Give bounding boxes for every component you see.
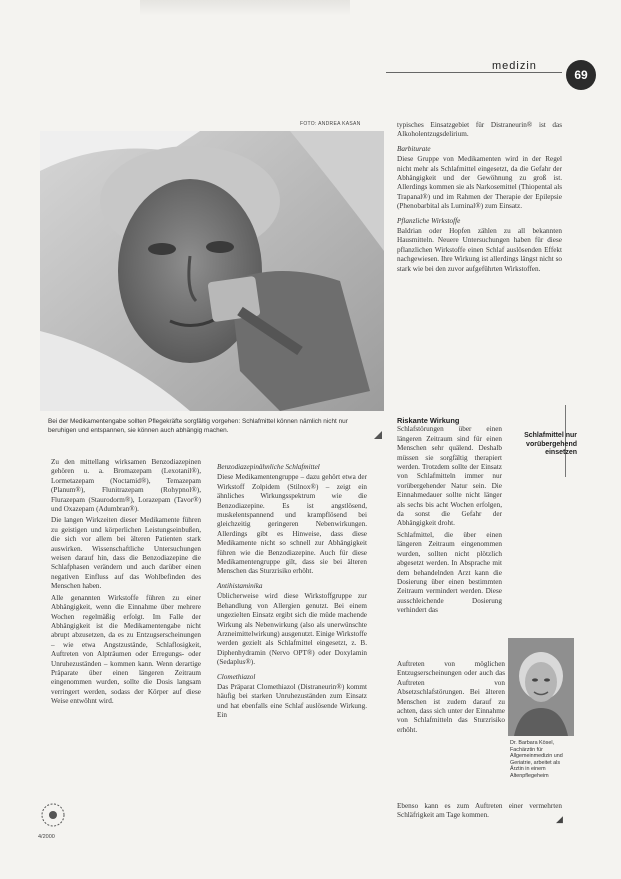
paragraph: Diese Gruppe von Medikamenten wird in der Regel nicht mehr als Schlafmittel eingesetzt, da die Gefahr der Abhängigkeit und der Gewöhnung zu groß ist. Allerdings kommen sie als Narkosemittel (Thiopental als Trapanal®) und im Rahmen der Therapie der Epilepsie (Phenobarbital als Luminal®) zum Einsatz.: [397, 155, 562, 211]
photo-caption: Bei der Medikamentengabe sollten Pflegekräfte sorgfältig vorgehen: Schlafmittel können nämlich nicht nur beruhigen und entspannen, sie können auch abhängig machen.: [48, 418, 348, 434]
subheading: Antihistaminika: [217, 581, 263, 590]
paragraph: Alle genannten Wirkstoffe führen zu einer Abhängigkeit, wenn die Einnahme über mehrere Wochen regelmäßig erfolgt. Im Falle der Abhängigkeit ist die Medikamentengabe nicht abrupt abzusetzen, da es zu Entzugserscheinungen – wie etwa Angstzustände, Schlaflosigkeit, Auftreten von Alpträumen oder Erregungs- oder Unruhezuständen – kommen kann. Wenn derartige Präparate über einen längeren Zeitraum eingenommen wurden, sollte die Dosis langsam verringert werden, sodass der Körper auf diese Weise entwöhnt wird.: [51, 593, 201, 706]
page-number-badge: 69: [566, 60, 596, 90]
paragraph: typisches Einsatzgebiet für Distraneurin® ist das Alkoholentzugsdelirium.: [397, 121, 562, 139]
pull-quote: Schlafmittel nur vorübergehend einsetzen: [524, 432, 577, 456]
section-title: medizin: [492, 60, 537, 72]
subheading: Pflanzliche Wirkstoffe: [397, 216, 461, 225]
end-of-article-icon: ◢: [556, 814, 563, 824]
paragraph: Diese Medikamentengruppe – dazu gehört etwa der Wirkstoff Zolpidem (Stilnox®) – zeigt ein ähnliches Wirkungsspektrum wie die Benzodiazepine. Es ist angstlösend, muskelentspannend und krampflösend bei gleichzeitig geringeren Nebenwirkungen. Allerdings gibt es Hinweise, dass diese Medikamente nicht so schnell zur Abhängigkeit führen wie die Benzodiazepine. Auch für diese Medikamentengruppe gilt, dass sie bei älteren Menschen das Sturzrisiko erhöht.: [217, 473, 367, 576]
portrait-caption: Dr. Barbara Kösel, Fachärztin für Allgemeinmedizin und Geriatrie, arbeitet als Ärztin in einem Altenpflegeheim: [510, 740, 563, 779]
paragraph: Schlafstörungen über einen längeren Zeitraum sind für einen Menschen sehr quälend. Deshalb müssen sie sorgfältig therapiert werden. Trotzdem sollte der Einsatz von Schlafmitteln immer nur vorübergehender Natur sein. Die Einnahmedauer sollte nicht länger als sechs bis acht Wochen erfolgen, da sonst die Gefahr der Abhängigkeit droht.: [397, 425, 502, 528]
article-photo: [40, 131, 384, 411]
photo-credit: FOTO: ANDREA KASAN: [300, 121, 361, 127]
paragraph: Das Präparat Clomethiazol (Distraneurin®) kommt häufig bei starken Unruhezuständen zum Einsatz und hat ebenfalls eine Schlaf auslösende Wirkung. Ein: [217, 682, 367, 720]
text-column-3c: [397, 660, 505, 737]
paragraph: Die langen Wirkzeiten dieser Medikamente führen zu geistigen und körperlichen Leistungseinbußen, die sich vor allem bei älteren Patienten stark auswirken. Wissenschaftliche Untersuchungen weisen darauf hin, dass die Benzodiazepine die Schlafphasen verändern und auch darüber einen negativen Einfluss auf das Wohlbefinden des Menschen haben.: [51, 516, 201, 591]
subheading: Barbiturate: [397, 144, 431, 153]
text-column-2: [217, 458, 367, 723]
author-name: Dr. Barbara Kösel: [510, 740, 553, 746]
text-column-1: [51, 458, 201, 709]
end-of-caption-icon: [373, 430, 383, 440]
subheading: Clomethiazol: [217, 672, 256, 681]
scan-smudge: [140, 0, 350, 16]
paragraph: Schlafmittel, die über einen längeren Zeitraum eingenommen wurden, sollten nicht plötzlich abgesetzt werden. In Absprache mit dem behandelnden Arzt kann die Dosierung über einen bestimmten Zeitraum vermindert werden. Diese ausschleichende Dosierung verhindert das: [397, 530, 502, 615]
text-column-3b: [397, 410, 502, 618]
paragraph: Ebenso kann es zum Auftreten einer vermehrten Schläfrigkeit am Tage kommen.: [397, 802, 562, 820]
paragraph: Baldrian oder Hopfen zählen zu all bekannten Hausmitteln. Neuere Untersuchungen haben für diese pflanzlichen Wirkstoffe einen Schlaf auslösenden Effekt nachgewiesen. Ihre Wirkung ist allerdings längst nicht so stark wie bei den zuvor aufgeführten Wirkstoffen.: [397, 227, 562, 273]
text-column-3d: [397, 802, 562, 823]
altenpflege-logo: [40, 802, 66, 828]
section-heading: Riskante Wirkung: [397, 416, 460, 425]
issue-number: 4/2000: [38, 834, 55, 840]
paragraph: Zu den mittellang wirksamen Benzodiazepinen gehören u. a. Bromazepam (Lexotanil®), Lormetazepam (Noctamid®), Temazepam (Planum®), Flunitrazepam (Rohypnol®), Flurazepam (Staurodorm®), Lorazepam (Tavor®) und Oxazepam (Adumbran®).: [51, 458, 201, 514]
subheading: Benzodiazepinähnliche Schlafmittel: [217, 463, 320, 471]
paragraph: Auftreten von möglichen Entzugserscheinungen oder auch das Auftreten von Absetzschlafstörungen. Bei älteren Menschen ist zudem darauf zu achten, dass sich unter der Einnahme von Schlafmitteln das Sturzrisiko erhöht.: [397, 660, 505, 734]
text-column-3: [397, 121, 562, 276]
author-description: Fachärztin für Allgemeinmedizin und Geriatrie, arbeitet als Ärztin in einem Altenpflegeheim: [510, 746, 563, 779]
header-rule: [386, 72, 562, 73]
author-portrait: [508, 638, 574, 736]
paragraph: Üblicherweise wird diese Wirkstoffgruppe zur Behandlung von Allergien genutzt. Bei einem ungezielten Einsatz ergibt sich die müde machende Wirkung als Nebenwirkung (also als unerwünschte Arzneimittelwirkung) ausgenutzt. Einige Wirkstoffe werden gezielt als Schlafmittel eingesetzt, z. B. Diphenhydramin (Nervo OPT®) oder Doxylamin (Sedaplus®).: [217, 592, 367, 667]
